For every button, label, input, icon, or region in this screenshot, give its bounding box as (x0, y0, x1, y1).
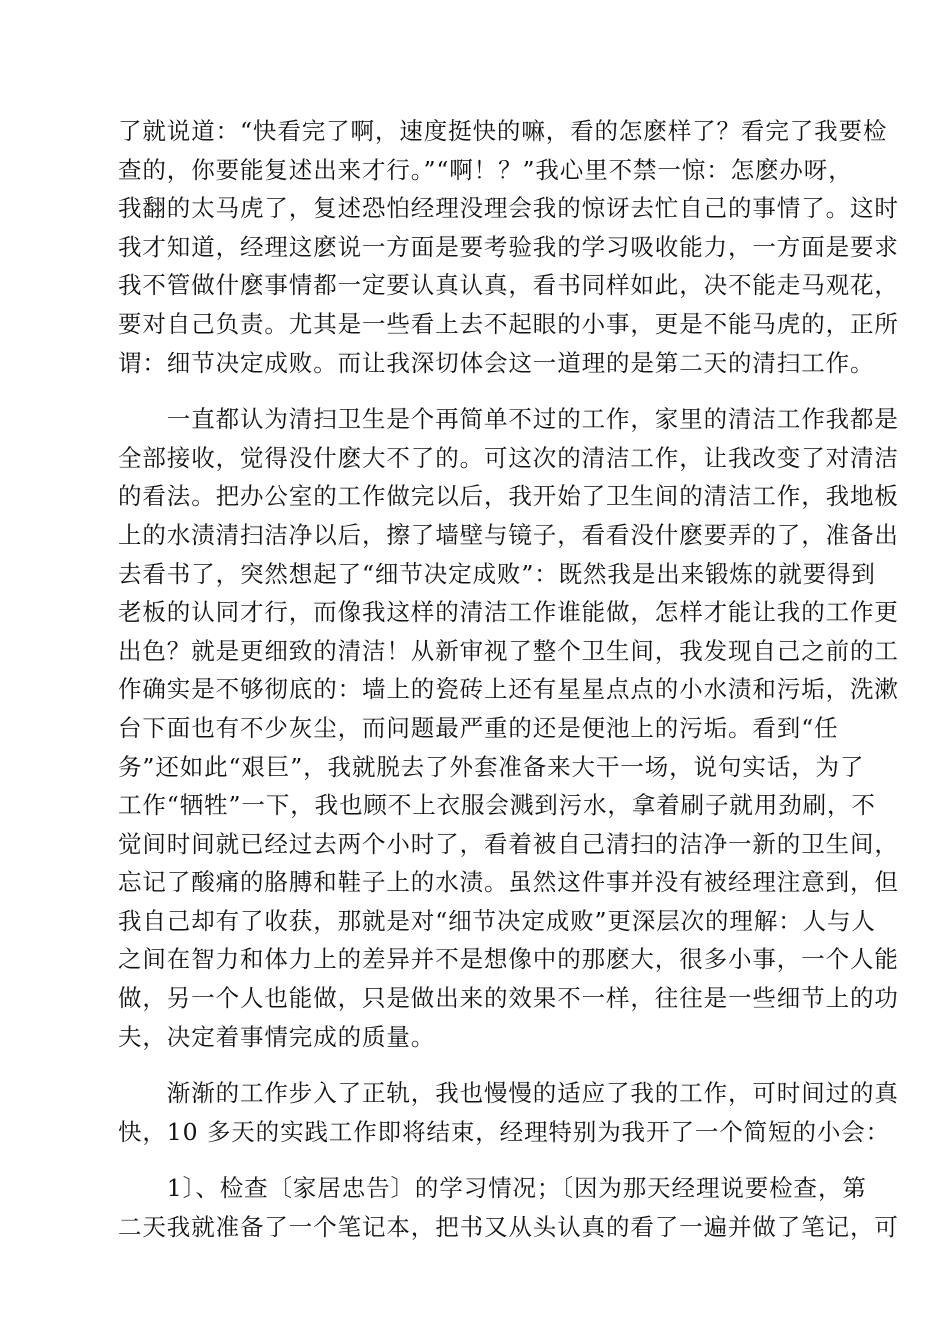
text-line: 觉间时间就已经过去两个小时了，看着被自己清扫的洁净一新的卫生间， (118, 829, 899, 858)
text-line: 了就说道：“快看完了啊，速度挺快的嘛，看的怎麽样了？看完了我要检 (118, 117, 888, 145)
text-line: 我不管做什麽事情都一定要认真认真，看书同样如此，决不能走马观花， (118, 271, 899, 300)
text-line: 渐渐的工作步入了正轨，我也慢慢的适应了我的工作，可时间过的真 (118, 1079, 899, 1108)
text-line: 去看书了，突然想起了“细节决定成败”：既然我是出来锻炼的就要得到 (118, 559, 876, 588)
text-line: 上的水渍清扫洁净以后，擦了墙壁与镜子，看看没什麽要弄的了，准备出 (118, 520, 899, 549)
text-line: 我自己却有了收获，那就是对“细节决定成败”更深层次的理解：人与人 (118, 906, 876, 935)
text-line: 要对自己负责。尤其是一些看上去不起眼的小事，更是不能马虎的，正所 (118, 309, 899, 338)
text-line: 二天我就准备了一个笔记本，把书又从头认真的看了一遍并做了笔记，可 (118, 1213, 899, 1242)
paragraph-4 (118, 1169, 899, 1246)
text-line: 务”还如此“艰巨”，我就脱去了外套准备来大干一场，说句实话，为了 (118, 752, 865, 781)
document-page (118, 112, 899, 1265)
paragraph-3 (118, 1074, 899, 1151)
text-line: 一直都认为清扫卫生是个再简单不过的工作，家里的清洁工作我都是 (118, 405, 899, 434)
text-line: 做，另一个人也能做，只是做出来的效果不一样，往往是一些细节上的功 (118, 984, 899, 1013)
text-line: 之间在智力和体力上的差异并不是想像中的那麽大，很多小事，一个人能 (118, 945, 899, 974)
text-line: 台下面也有不少灰尘，而问题最严重的还是便池上的污垢。看到“任 (118, 713, 839, 742)
text-line: 夫，决定着事情完成的质量。 (118, 1022, 436, 1051)
text-line: 忘记了酸痛的胳膊和鞋子上的水渍。虽然这件事并没有被经理注意到，但 (118, 868, 899, 897)
text-line: 的看法。把办公室的工作做完以后，我开始了卫生间的清洁工作，我地板 (118, 482, 899, 511)
text-line: 老板的认同才行，而像我这样的清洁工作谁能做，怎样才能让我的工作更 (118, 598, 899, 627)
paragraph-1 (118, 112, 899, 382)
text-line: 快，10 多天的实践工作即将结束，经理特别为我开了一个简短的小会： (118, 1117, 891, 1146)
text-line: 我才知道，经理这麽说一方面是要考验我的学习吸收能力，一方面是要求 (118, 232, 899, 261)
text-line: 我翻的太马虎了，复述恐怕经理没理会我的惊讶去忙自己的事情了。这时 (118, 194, 899, 223)
text-line: 谓：细节决定成败。而让我深切体会这一道理的是第二天的清扫工作。 (118, 348, 875, 377)
text-line: 工作“牺牲”一下，我也顾不上衣服会溅到污水，拿着刷子就用劲刷，不 (118, 791, 876, 820)
text-line: 1〕、检查〔家居忠告〕的学习情况；〔因为那天经理说要检查，第 (118, 1174, 867, 1203)
text-line: 出色？就是更细致的清洁！从新审视了整个卫生间，我发现自己之前的工 (118, 636, 899, 665)
text-line: 作确实是不够彻底的：墙上的瓷砖上还有星星点点的小水渍和污垢，洗漱 (118, 675, 899, 704)
text-line: 查的，你要能复述出来才行。”“啊！？”我心里不禁一惊：怎麽办呀， (118, 155, 853, 184)
paragraph-2 (118, 400, 899, 1056)
text-line: 全部接收，觉得没什麽大不了的。可这次的清洁工作，让我改变了对清洁 (118, 443, 899, 472)
